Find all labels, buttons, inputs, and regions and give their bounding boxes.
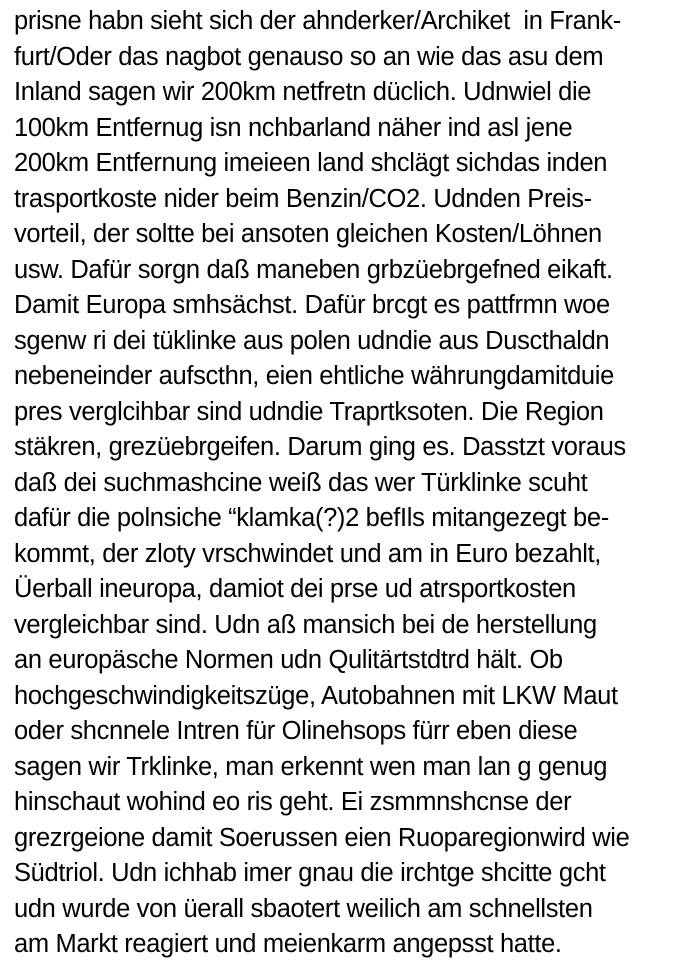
- text-line: Üerball ineuropa, damiot dei prse ud atrsportkosten: [14, 575, 576, 603]
- text-line: 100km Entfernug isn nchbarland näher ind asl jene: [14, 113, 573, 142]
- text-line: kommt, der zloty vrschwindet und am in Euro bezahlt,: [14, 539, 601, 568]
- text-line: vergleichbar sind. Udn aß mansich bei de herstellung: [14, 610, 597, 639]
- text-line: usw. Dafür sorgn daß maneben grbzüebrgefned eikaft.: [14, 255, 613, 284]
- text-line: furt/Oder das nagbot genauso so an wie das asu dem: [14, 42, 604, 71]
- text-line: nebeneinder aufscthn, eien ehtliche währungdamitduie: [14, 362, 614, 390]
- text-line: am Markt reagiert und meienkarm angepsst hatte.: [14, 930, 562, 958]
- text-line: stäkren, grezüebrgeifen. Darum ging es. Dasstzt voraus: [14, 433, 626, 461]
- text-line: hochgeschwindigkeitszüge, Autobahnen mit LKW Maut: [14, 681, 618, 710]
- text-line: Inland sagen wir 200km netfretn düclich. Udnwiel die: [14, 78, 592, 106]
- text-line: grezrgeione damit Soerussen eien Ruoparegionwird wie: [14, 823, 630, 852]
- text-line: vorteil, der soltte bei ansoten gleichen Kosten/Löhnen: [14, 220, 602, 248]
- text-line: hinschaut wohind eo ris geht. Ei zsmmnshcnse der: [14, 788, 572, 816]
- text-line: an europäsche Normen udn Qulitärtstdtrd hält. Ob: [14, 646, 563, 674]
- text-line: 200km Entfernung imeieen land shclägt sichdas inden: [14, 149, 608, 177]
- text-line: sagen wir Trklinke, man erkennt wen man lan g genug: [14, 752, 608, 781]
- text-line: daß dei suchmashcine weiß das wer Türklinke scuht: [14, 468, 588, 497]
- text-line: udn wurde von üerall sbaotert weilich am schnellsten: [14, 894, 593, 923]
- text-line: dafür die polnsiche “klamka(?)2 befIls mitangezegt be-: [14, 504, 609, 532]
- text-line: Südtriol. Udn ichhab imer gnau die irchtge shcitte gcht: [14, 859, 606, 887]
- text-line: sgenw ri dei tüklinke aus polen udndie aus Duscthaldn: [14, 326, 610, 355]
- text-line: trasportkoste nider beim Benzin/CO2. Udnden Preis-: [14, 184, 592, 213]
- text-line: pres verglcihbar sind udndie Traprtksoten. Die Region: [14, 397, 604, 426]
- body-text: [14, 4, 678, 963]
- text-line: prisne habn sieht sich der ahnderker/Archiket in Frank-: [14, 7, 621, 35]
- text-line: oder shcnnele Intren für Olinehsops fürr eben diese: [14, 717, 578, 745]
- text-line: Damit Europa smhsächst. Dafür brcgt es pattfrmn woe: [14, 291, 610, 319]
